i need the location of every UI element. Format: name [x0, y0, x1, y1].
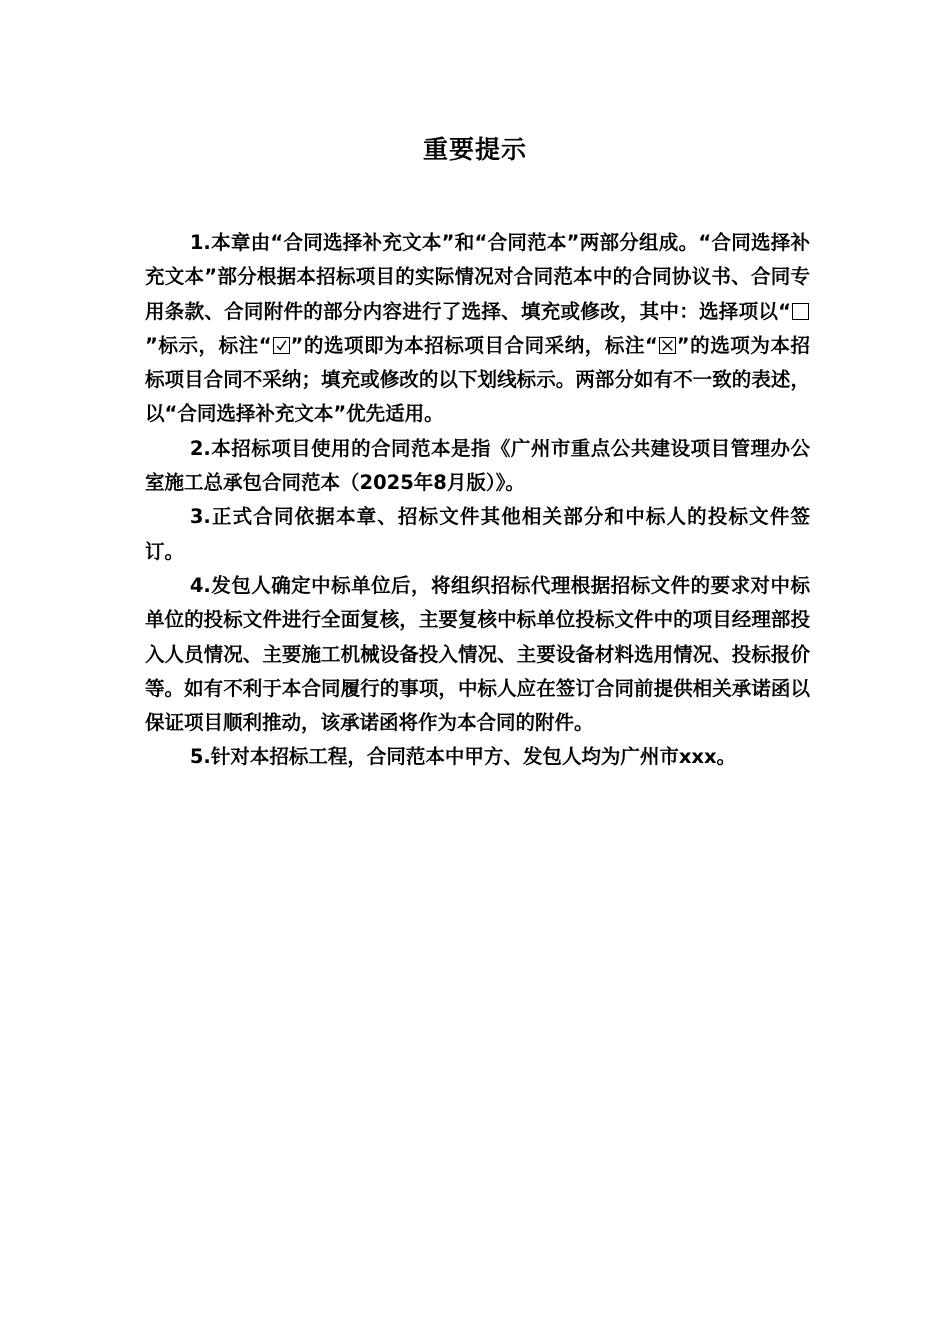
paragraph-4: 4.发包人确定中标单位后，将组织招标代理根据招标文件的要求对中标单位的投标文件进行全面复核，主要复核中标单位投标文件中的项目经理部投入人员情况、主要施工机械设备投入情况、主要设备材料选用情况、投标报价等。如有不利于本合同履行的事项，中标人应在签订合同前提供相关承诺函以保证项目顺利推动，该承诺函将作为本合同的附件。 — [145, 573, 810, 735]
document-body — [145, 226, 810, 775]
empty-checkbox-icon — [792, 303, 809, 320]
paragraph-1-text-d: ”的选项为本招标项目合同不采纳；填充或修改的以下划线标示。两部分如有不一致的表述，以“合同选择补充文本”优先适用。 — [145, 333, 810, 426]
paragraph-1 — [145, 226, 810, 432]
page-title: 重要提示 — [422, 135, 527, 164]
crossed-checkbox-icon — [659, 337, 676, 354]
paragraph-3: 3.正式合同依据本章、招标文件其他相关部分和中标人的投标文件签订。 — [145, 505, 810, 563]
checked-checkbox-icon — [273, 337, 290, 354]
paragraph-1-text-c: ”的选项即为本招标项目合同采纳，标注“ — [290, 333, 658, 357]
paragraph-5: 5.针对本招标工程，合同范本中甲方、发包人均为广州市xxx。 — [189, 745, 737, 769]
paragraph-1-text-a: 1.本章由“合同选择补充文本”和“合同范本”两部分组成。“合同选择补充文本”部分根据本招标项目的实际情况对合同范本中的合同协议书、合同专用条款、合同附件的部分内容进行了选择、填充或修改，其中：选择项以“ — [145, 231, 810, 323]
paragraph-2: 2.本招标项目使用的合同范本是指《广州市重点公共建设项目管理办公室施工总承包合同范本（2025年8月版）》。 — [145, 436, 810, 495]
paragraph-1-text-b: ”标示，标注“ — [145, 333, 272, 357]
